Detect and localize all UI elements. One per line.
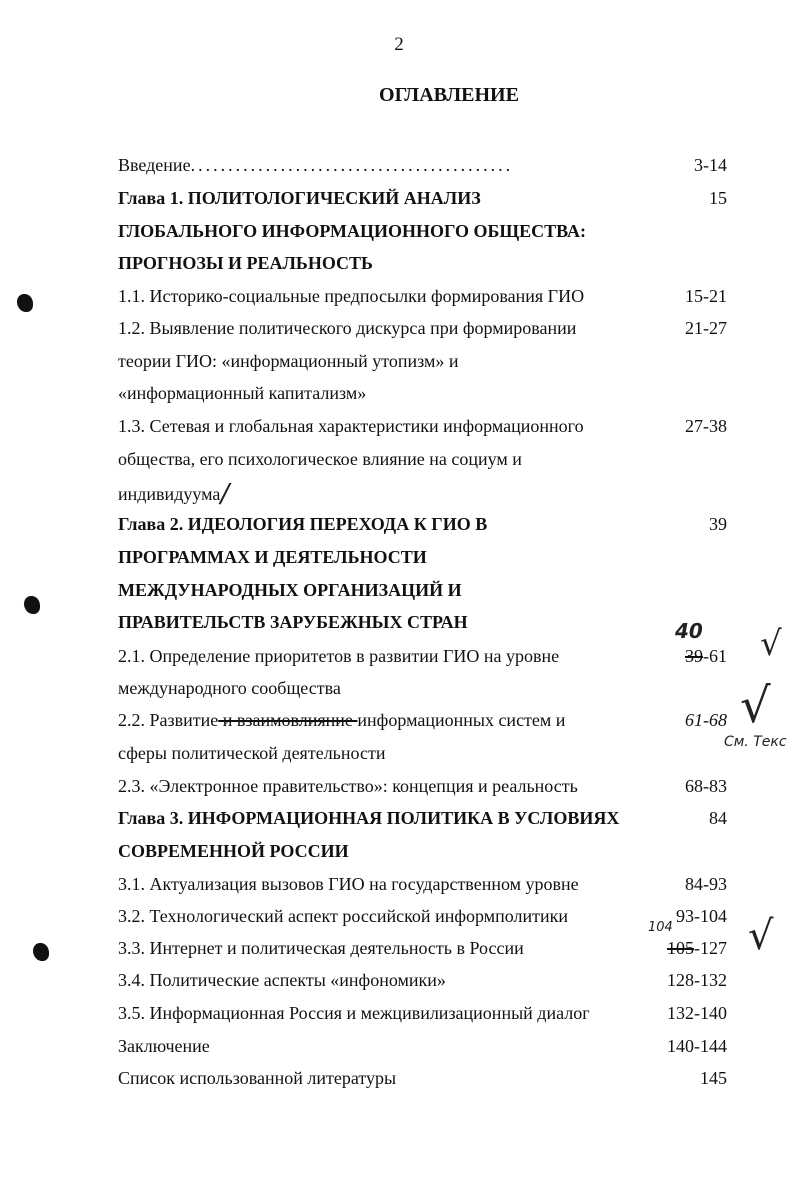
page-ref: 15	[709, 188, 727, 208]
page-ref: 93-104	[676, 906, 727, 926]
chapter-title-line: ИДЕОЛОГИЯ ПЕРЕХОДА К ГИО В	[187, 514, 488, 534]
toc-entry-bibliography: Список использованной литературы	[118, 1068, 397, 1088]
page-ref: 68-83	[685, 776, 727, 796]
entry-label: Введение	[118, 155, 191, 175]
page-ref: 84	[709, 808, 727, 828]
page-ref	[667, 937, 727, 959]
scan-blot	[33, 943, 49, 961]
entry-text: 2.2. Развитие	[118, 710, 219, 730]
page-ref: 15-21	[685, 286, 727, 306]
entry-text: информационных систем и	[357, 710, 566, 730]
handwritten-check: √	[748, 913, 774, 959]
entry-line-text: индивидуума	[118, 484, 221, 504]
dot-leader: ...........................................	[190, 155, 514, 175]
page-ref: 84-93	[685, 874, 727, 894]
chapter-title-line: СОВРЕМЕННОЙ РОССИИ	[118, 841, 349, 861]
chapter-prefix: Глава 2.	[118, 514, 184, 534]
chapter-2-heading	[118, 513, 487, 535]
entry-line: сферы политической деятельности	[118, 743, 386, 763]
page-ref	[685, 645, 727, 667]
chapter-prefix: Глава 1.	[118, 188, 184, 208]
page-ref: 39	[709, 514, 727, 534]
handwritten-check: √	[760, 624, 782, 664]
toc-entry-1-2: 1.2. Выявление политического дискурса при формировании	[118, 318, 577, 338]
handwritten-check: √	[740, 678, 771, 734]
scan-blot	[17, 294, 33, 312]
entry-line: общества, его психологическое влияние на социум и	[118, 449, 522, 469]
page-ref: 27-38	[685, 416, 727, 436]
chapter-title-line: ПОЛИТОЛОГИЧЕСКИЙ АНАЛИЗ	[187, 188, 481, 208]
toc-entry-3-2: 3.2. Технологический аспект российской информполитики	[118, 906, 568, 926]
page-ref: 3-14	[694, 155, 727, 175]
toc-entry-3-5: 3.5. Информационная Россия и межцивилизационный диалог	[118, 1003, 590, 1023]
chapter-title-line: ГЛОБАЛЬНОГО ИНФОРМАЦИОННОГО ОБЩЕСТВА:	[118, 221, 587, 241]
toc-entry-3-3: 3.3. Интернет и политическая деятельность в России	[118, 938, 524, 958]
struck-page: 105	[667, 938, 694, 958]
struck-text: и взаимовлияние	[218, 710, 358, 730]
chapter-title-line: МЕЖДУНАРОДНЫХ ОРГАНИЗАЦИЙ И	[118, 580, 462, 600]
page-ref: 145	[700, 1068, 727, 1088]
page-number: 2	[394, 34, 404, 55]
struck-page: 39	[685, 646, 703, 666]
chapter-title-line: ПРОГРАММАХ И ДЕЯТЕЛЬНОСТИ	[118, 547, 427, 567]
page-ref: 61-68	[685, 710, 727, 730]
toc-entry-3-1: 3.1. Актуализация вызовов ГИО на государственном уровне	[118, 874, 579, 894]
entry-line	[118, 479, 230, 509]
page-end: -127	[694, 938, 727, 958]
toc-entry-conclusion: Заключение	[118, 1036, 210, 1056]
entry-line: международного сообщества	[118, 678, 341, 698]
chapter-3-heading	[118, 807, 619, 829]
handwritten-correction: 40	[675, 619, 703, 643]
toc-entry-2-3: 2.3. «Электронное правительство»: концепция и реальность	[118, 776, 578, 796]
chapter-title-line: ПРАВИТЕЛЬСТВ ЗАРУБЕЖНЫХ СТРАН	[118, 612, 468, 632]
handwritten-note: См. Текс	[724, 734, 787, 750]
entry-line: теории ГИО: «информационный утопизм» и	[118, 351, 459, 371]
toc-entry-2-1: 2.1. Определение приоритетов в развитии ГИО на уровне	[118, 646, 560, 666]
toc-entry-1-1: 1.1. Историко-социальные предпосылки формирования ГИО	[118, 286, 585, 306]
chapter-1-heading	[118, 187, 481, 209]
toc-entry-3-4: 3.4. Политические аспекты «инфономики»	[118, 970, 446, 990]
entry-line: «информационный капитализм»	[118, 383, 367, 403]
toc-entry-intro	[118, 154, 513, 176]
page-ref: 132-140	[667, 1003, 727, 1023]
toc-entry-1-3: 1.3. Сетевая и глобальная характеристики информационного	[118, 416, 584, 436]
handwritten-tick: /	[220, 479, 230, 509]
page-end: -61	[703, 646, 727, 666]
chapter-title-line: ИНФОРМАЦИОННАЯ ПОЛИТИКА В УСЛОВИЯХ	[187, 808, 620, 828]
page-ref: 140-144	[667, 1036, 727, 1056]
page-ref: 21-27	[685, 318, 727, 338]
chapter-title-line: ПРОГНОЗЫ И РЕАЛЬНОСТЬ	[118, 253, 373, 273]
scan-blot	[24, 596, 40, 614]
chapter-prefix: Глава 3.	[118, 808, 184, 828]
page-ref: 128-132	[667, 970, 727, 990]
toc-entry-2-2	[118, 709, 565, 731]
toc-title: ОГЛАВЛЕНИЕ	[379, 84, 519, 106]
handwritten-correction: 104	[648, 920, 673, 935]
